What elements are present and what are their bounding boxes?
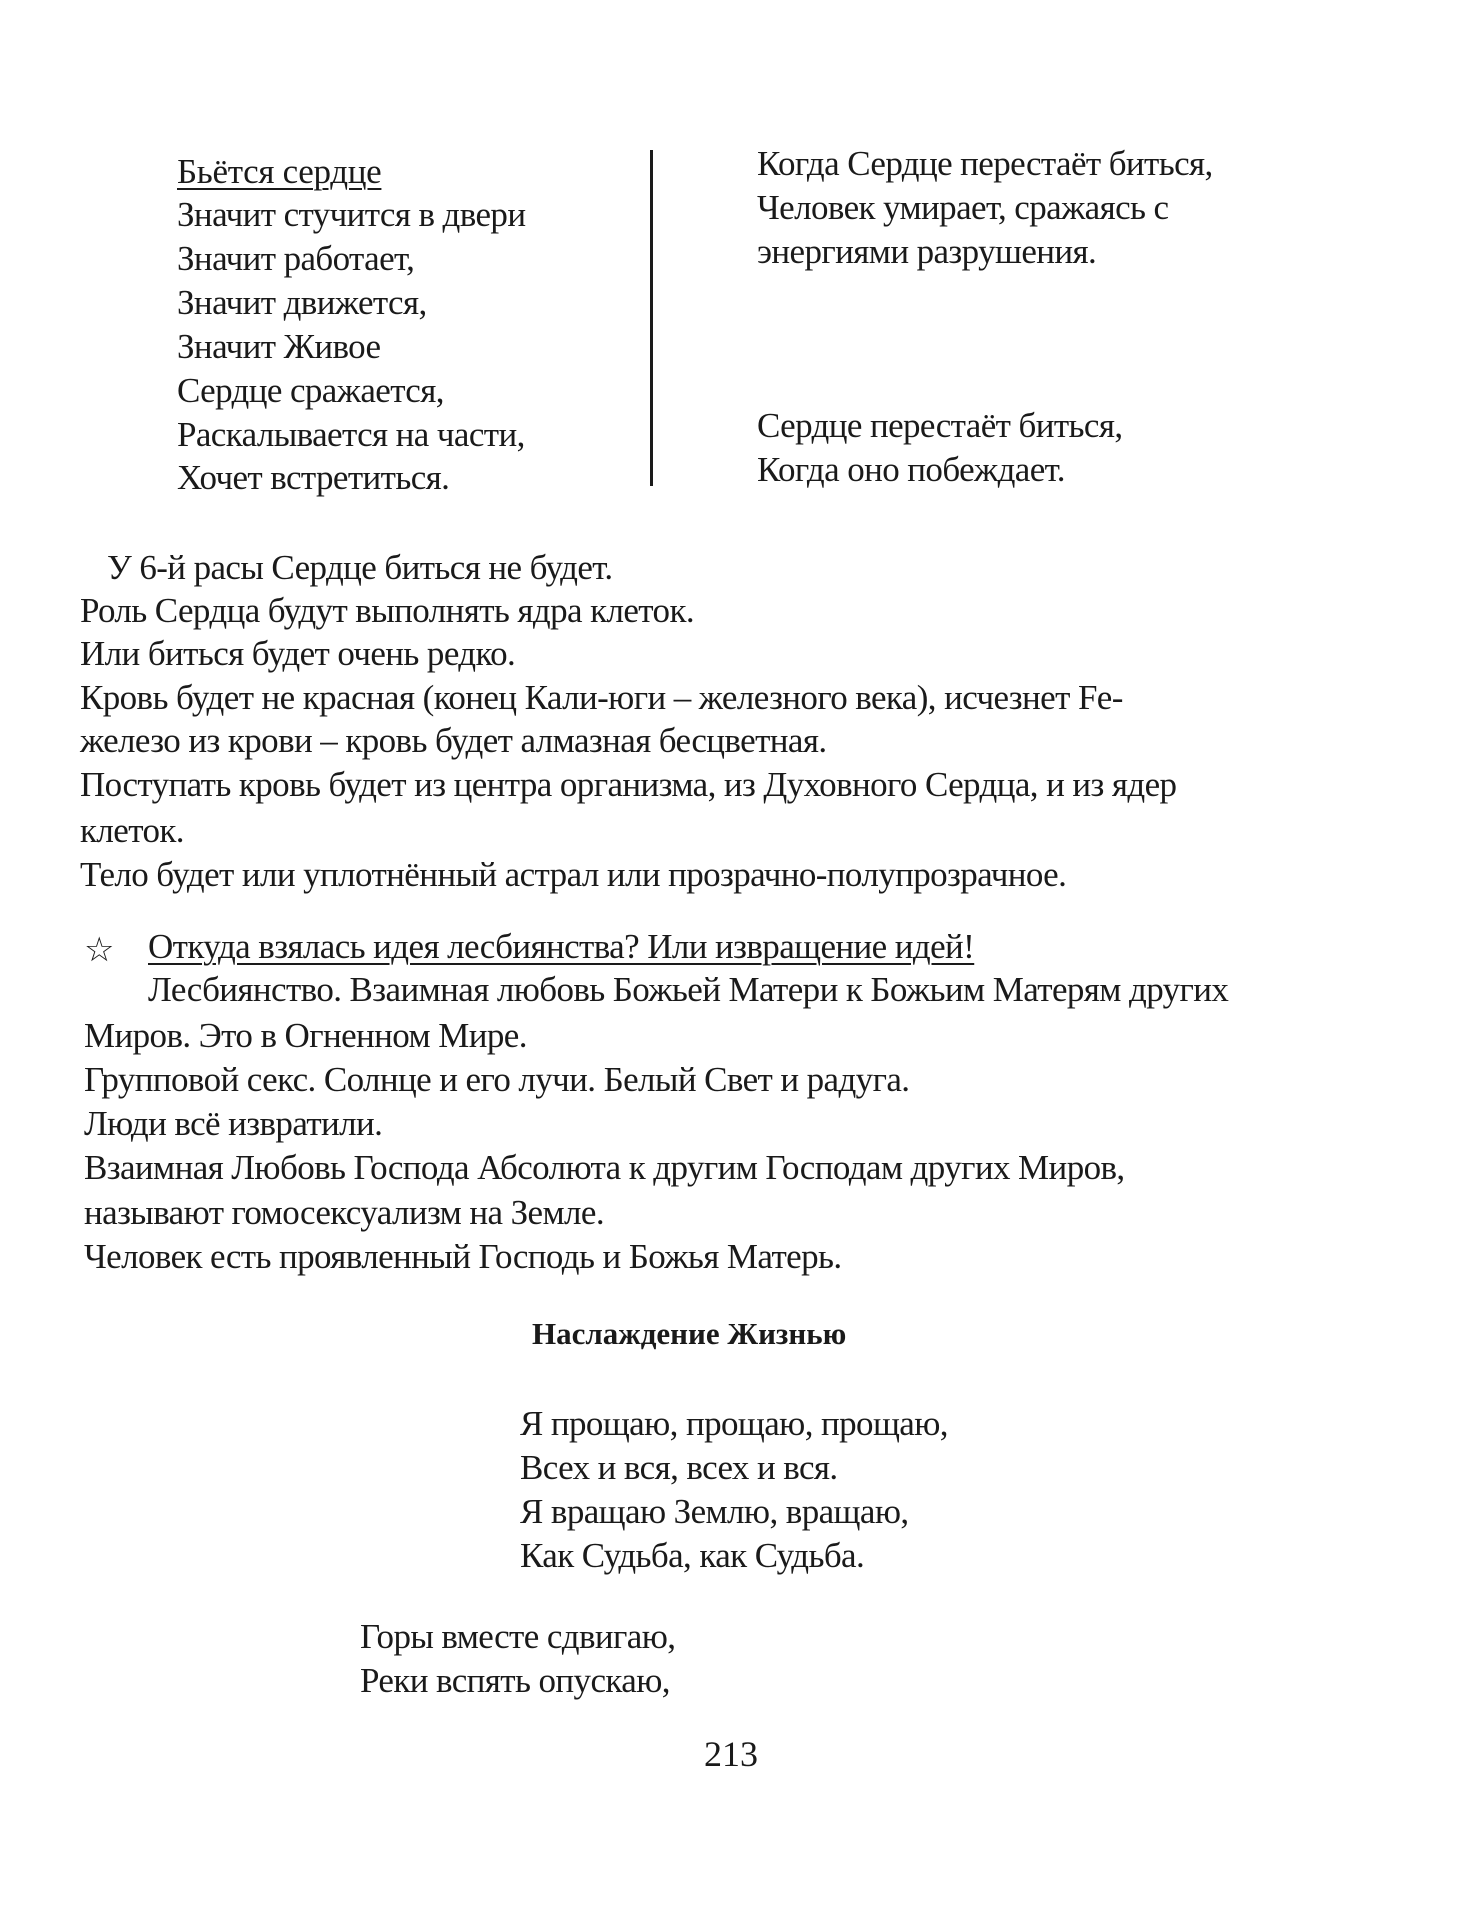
right-poem-line: энергиями разрушения. xyxy=(757,232,1097,271)
left-poem-line: Значит движется, xyxy=(177,283,427,322)
column-divider xyxy=(650,150,653,486)
paragraph-line: клеток. xyxy=(80,811,184,850)
left-poem-line: Сердце сражается, xyxy=(177,371,444,410)
poem-line: Я прощаю, прощаю, прощаю, xyxy=(520,1404,948,1443)
right-poem-line: Когда Сердце перестаёт биться, xyxy=(757,144,1213,183)
section-line: называют гомосексуализм на Земле. xyxy=(84,1193,604,1232)
left-poem-title: Бьётся сердце xyxy=(177,152,382,191)
paragraph-line: Роль Сердца будут выполнять ядра клеток. xyxy=(80,591,694,630)
section-line: Групповой секс. Солнце и его лучи. Белый Свет и радуга. xyxy=(84,1060,910,1099)
section-line: Миров. Это в Огненном Мире. xyxy=(84,1016,527,1055)
section-line: Люди всё извратили. xyxy=(84,1104,383,1143)
poem-line: Всех и вся, всех и вся. xyxy=(520,1448,838,1487)
right-poem-line: Человек умирает, сражаясь с xyxy=(757,188,1169,227)
left-poem-line: Значит Живое xyxy=(177,327,381,366)
section-line: Взаимная Любовь Господа Абсолюта к другим Господам других Миров, xyxy=(84,1148,1125,1187)
section-line: Человек есть проявленный Господь и Божья Матерь. xyxy=(84,1237,842,1276)
poem-line: Как Судьба, как Судьба. xyxy=(520,1536,865,1575)
left-poem-line: Значит стучится в двери xyxy=(177,195,526,234)
paragraph-line: Поступать кровь будет из центра организма, из Духовного Сердца, и из ядер xyxy=(80,765,1177,804)
paragraph-line: Или биться будет очень редко. xyxy=(80,634,516,673)
paragraph-line: Кровь будет не красная (конец Кали-юги – железного века), исчезнет Fe- xyxy=(80,678,1123,717)
poem-line: Горы вместе сдвигаю, xyxy=(360,1617,676,1656)
poem-title: Наслаждение Жизнью xyxy=(532,1316,847,1351)
paragraph-line: У 6-й расы Сердце биться не будет. xyxy=(107,548,613,587)
left-poem-line: Хочет встретиться. xyxy=(177,458,450,497)
page-number: 213 xyxy=(704,1734,758,1774)
section-line: Лесбиянство. Взаимная любовь Божьей Матери к Божьим Матерям других xyxy=(148,970,1229,1009)
poem-line: Я вращаю Землю, вращаю, xyxy=(520,1492,909,1531)
poem-line: Реки вспять опускаю, xyxy=(360,1661,670,1700)
paragraph-line: Тело будет или уплотнённый астрал или прозрачно-полупрозрачное. xyxy=(80,855,1067,894)
right-poem-line: Когда оно побеждает. xyxy=(757,450,1065,489)
section-heading: Откуда взялась идея лесбиянства? Или извращение идей! xyxy=(148,927,975,966)
right-poem-line: Сердце перестаёт биться, xyxy=(757,406,1123,445)
paragraph-line: железо из крови – кровь будет алмазная бесцветная. xyxy=(80,721,827,760)
star-icon: ☆ xyxy=(84,930,115,970)
left-poem-line: Раскалывается на части, xyxy=(177,415,525,454)
left-poem-line: Значит работает, xyxy=(177,239,415,278)
